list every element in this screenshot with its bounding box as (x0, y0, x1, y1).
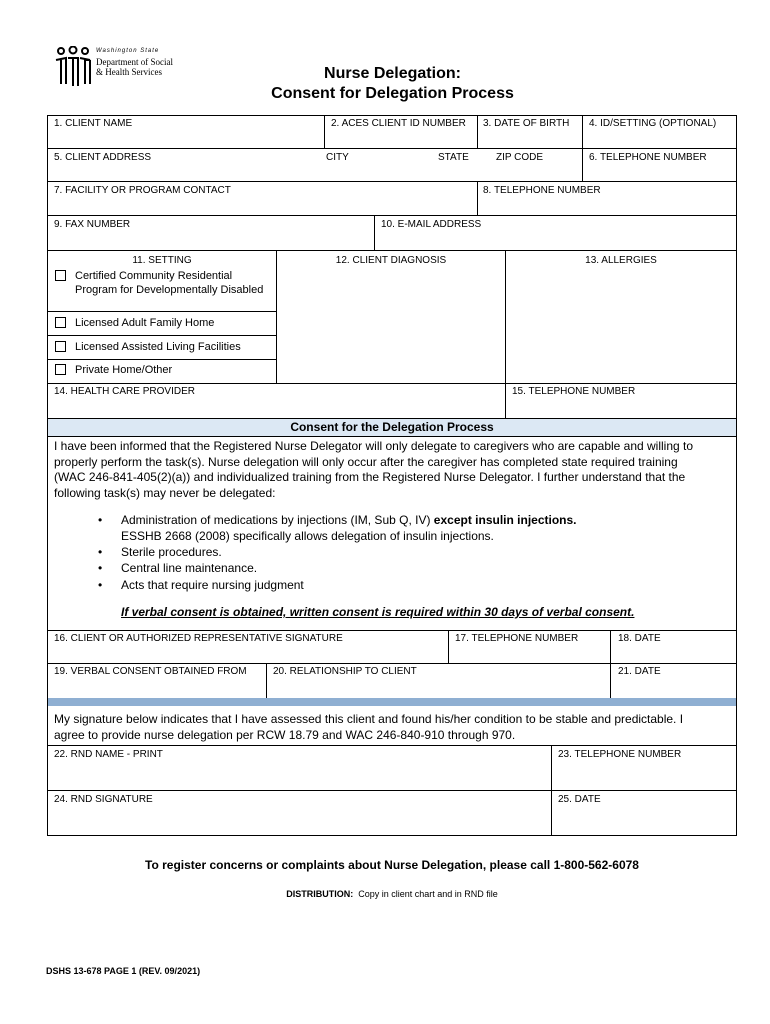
date-18-field[interactable]: 18. DATE (618, 633, 661, 644)
client-name-field[interactable]: 1. CLIENT NAME (54, 118, 133, 129)
setting-label: Private Home/Other (75, 364, 173, 376)
list-item-continued: ESSHB 2668 (2008) specifically allows delegation of insulin injections. (121, 529, 494, 543)
consent-line: I have been informed that the Registered Nurse Delegator will only delegate to caregivers who are capable and willing to (54, 439, 694, 453)
fax-field[interactable]: 9. FAX NUMBER (54, 219, 131, 230)
zip-field[interactable]: ZIP CODE (496, 152, 544, 163)
setting-option-assisted-living[interactable] (48, 336, 276, 358)
rnd-name-field[interactable]: 22. RND NAME - PRINT (54, 749, 163, 760)
list-item: • Acts that require nursing judgment (98, 578, 304, 592)
form-id: DSHS 13-678 PAGE 1 (REV. 09/2021) (46, 966, 201, 976)
setting-checkbox[interactable] (55, 317, 66, 328)
page-title-line2: Consent for Delegation Process (271, 85, 514, 102)
bullet-list (98, 512, 718, 593)
consent-line: properly perform the task(s). Nurse delegation will only occur after the caregiver has completed state required training (54, 454, 678, 469)
client-address-field[interactable]: 5. CLIENT ADDRESS (54, 152, 152, 163)
dshs-people-icon (52, 46, 94, 88)
setting-option-cert-community[interactable] (48, 266, 276, 310)
email-field[interactable]: 10. E-MAIL ADDRESS (381, 219, 482, 230)
section-divider-bar (48, 698, 736, 706)
agency-state: Washington State (96, 48, 160, 54)
facility-contact-field[interactable]: 7. FACILITY OR PROGRAM CONTACT (54, 185, 231, 196)
distribution-label: DISTRIBUTION: (286, 889, 354, 899)
aces-id-field[interactable]: 2. ACES CLIENT ID NUMBER (331, 118, 466, 129)
telephone-6-field[interactable]: 6. TELEPHONE NUMBER (589, 152, 707, 163)
list-item: • Administration of medications by injections (IM, Sub Q, IV) except insulin injections. (98, 513, 577, 527)
bullet-bold: except insulin injections. (433, 513, 577, 527)
diagnosis-field[interactable] (277, 267, 505, 383)
bullet-text: Central line maintenance. (121, 561, 258, 575)
setting-header: 11. SETTING (132, 255, 192, 266)
allergies-header: 13. ALLERGIES (585, 255, 657, 266)
verbal-consent-from-field[interactable]: 19. VERBAL CONSENT OBTAINED FROM (54, 666, 247, 677)
bullet-text: Administration of medications by injections (IM, Sub Q, IV) (121, 513, 434, 527)
telephone-15-field[interactable]: 15. TELEPHONE NUMBER (512, 386, 636, 397)
setting-option-private-home[interactable] (48, 360, 276, 382)
consent-paragraph (54, 439, 734, 501)
relationship-field[interactable]: 20. RELATIONSHIP TO CLIENT (273, 666, 417, 677)
bullet-text: Sterile procedures. (121, 545, 222, 559)
agency-name-line1: Department of Social (96, 57, 173, 67)
state-field[interactable]: STATE (438, 152, 469, 163)
setting-label: Licensed Adult Family Home (75, 317, 215, 329)
concerns-line: To register concerns or complaints about Nurse Delegation, please call 1-800-562-6078 (145, 858, 639, 872)
list-item: • Central line maintenance. (98, 561, 258, 575)
setting-label: Licensed Assisted Living Facilities (75, 341, 241, 353)
client-signature-field[interactable]: 16. CLIENT OR AUTHORIZED REPRESENTATIVE SIGNATURE (54, 633, 343, 644)
diagnosis-header: 12. CLIENT DIAGNOSIS (335, 255, 447, 266)
setting-checkbox[interactable] (55, 364, 66, 375)
setting-checkbox[interactable] (55, 341, 66, 352)
distribution-line (47, 889, 737, 899)
setting-label: Certified Community Residential (75, 270, 233, 282)
consent-line: (WAC 246-841-405(2)(a)) and individualized training from the Registered Nurse Delegator. I further understand that the (54, 470, 686, 484)
page-title (200, 64, 585, 104)
allergies-field[interactable] (506, 267, 736, 383)
distribution-text: Copy in client chart and in RND file (358, 889, 498, 899)
bullet-text: Acts that require nursing judgment (121, 578, 304, 592)
setting-label: Program for Developmentally Disabled (75, 284, 264, 296)
rnd-statement-line: agree to provide nurse delegation per RCW 18.79 and WAC 246-840-910 through 970. (54, 727, 516, 742)
telephone-23-field[interactable]: 23. TELEPHONE NUMBER (558, 749, 682, 760)
telephone-17-field[interactable]: 17. TELEPHONE NUMBER (455, 633, 579, 644)
rnd-statement (54, 712, 734, 743)
rnd-signature-field[interactable]: 24. RND SIGNATURE (54, 794, 153, 805)
consent-line: following task(s) may never be delegated: (54, 485, 276, 500)
telephone-8-field[interactable]: 8. TELEPHONE NUMBER (483, 185, 601, 196)
rnd-statement-line: My signature below indicates that I have assessed this client and found his/her condition to be stable and predictable. I (54, 712, 684, 726)
health-care-provider-field[interactable]: 14. HEALTH CARE PROVIDER (54, 386, 195, 397)
dob-field[interactable]: 3. DATE OF BIRTH (483, 118, 570, 129)
setting-checkbox[interactable] (55, 270, 66, 281)
verbal-consent-note: If verbal consent is obtained, written consent is required within 30 days of verbal consent. (121, 605, 635, 619)
city-field[interactable]: CITY (326, 152, 349, 163)
page-title-line1: Nurse Delegation: (324, 65, 461, 82)
dshs-logo (52, 44, 172, 90)
setting-option-adult-family-home[interactable] (48, 312, 276, 334)
date-25-field[interactable]: 25. DATE (558, 794, 601, 805)
id-setting-field[interactable]: 4. ID/SETTING (OPTIONAL) (589, 118, 717, 129)
list-item: • Sterile procedures. (98, 545, 222, 559)
consent-heading: Consent for the Delegation Process (290, 420, 494, 434)
agency-name-line2: & Health Services (96, 67, 162, 77)
date-21-field[interactable]: 21. DATE (618, 666, 661, 677)
